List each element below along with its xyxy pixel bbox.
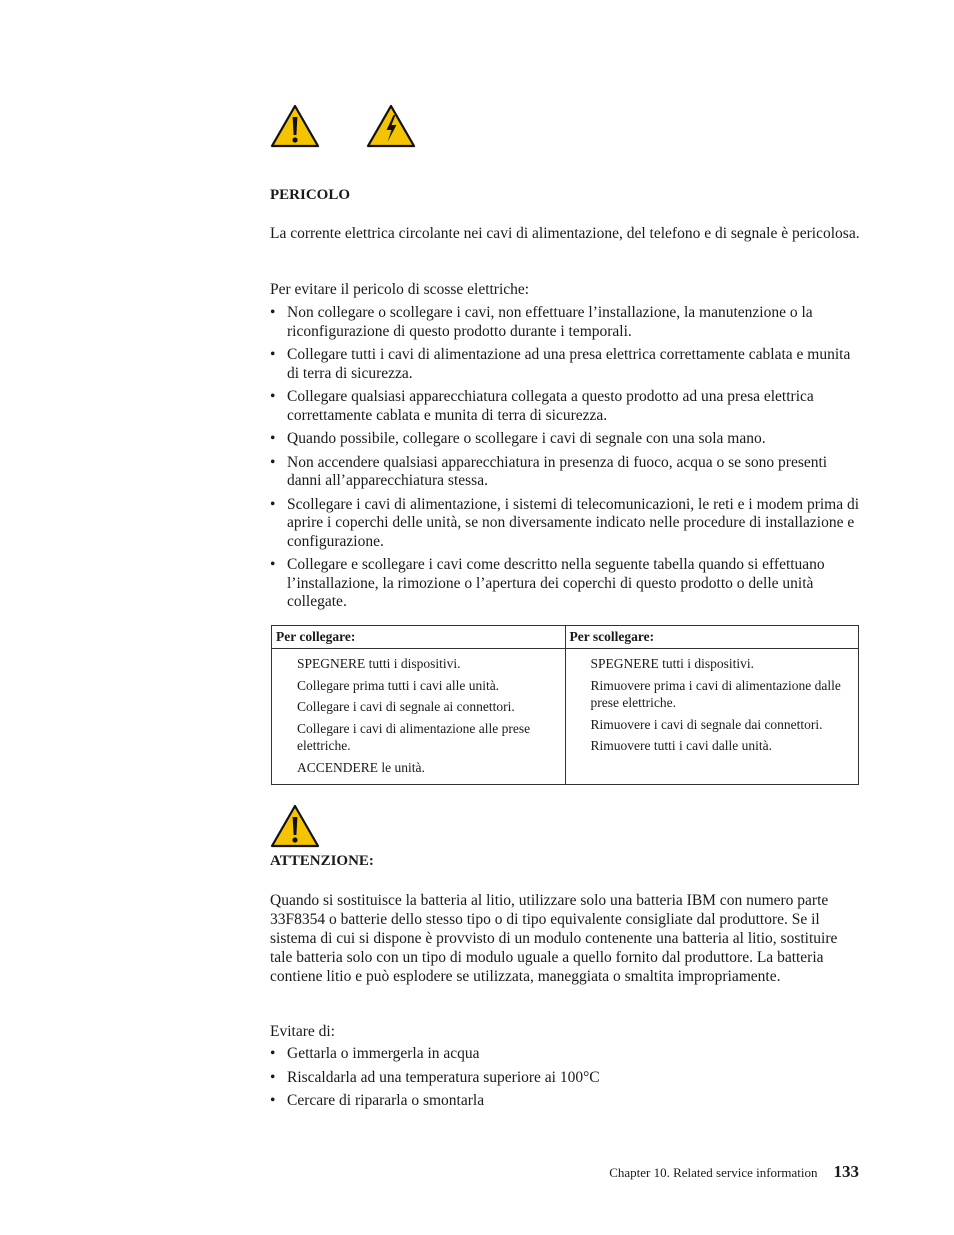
list-item: • Collegare tutti i cavi di alimentazione ad una presa elettrica correttamente cablata e munita di terra di sicurezza. [270, 346, 862, 383]
caution-list [270, 1045, 862, 1116]
table-step: Collegare i cavi di alimentazione alle prese elettriche. [297, 720, 531, 753]
list-item: • Cercare di ripararla o smontarla [270, 1092, 862, 1111]
danger-heading: PERICOLO [270, 187, 351, 203]
connect-column-header: Per collegare: [272, 626, 566, 649]
connect-steps-cell [272, 649, 566, 785]
page-footer [609, 1162, 859, 1182]
list-item: • Quando possibile, collegare o scollegare i cavi di segnale con una sola mano. [270, 430, 862, 449]
table-step: Rimuovere i cavi di segnale dai connettori. [590, 716, 823, 732]
table-step: Rimuovere prima i cavi di alimentazione dalle prese elettriche. [590, 677, 841, 710]
caution-heading: ATTENZIONE: [270, 853, 374, 869]
list-item: • Collegare e scollegare i cavi come descritto nella seguente tabella quando si effettuano l’installazione, la rimozione o l’apertura dei coperchi di questo prodotto o delle unità collegate. [270, 556, 862, 612]
disconnect-column-header: Per scollegare: [565, 626, 859, 649]
caution-lead: Evitare di: [270, 1023, 335, 1040]
table-step: SPEGNERE tutti i dispositivi. [297, 656, 461, 671]
cable-procedure-table [271, 625, 859, 785]
disconnect-steps-cell [565, 649, 859, 785]
list-item: • Scollegare i cavi di alimentazione, i sistemi di telecomunicazioni, le reti e i modem prima di aprire i coperchi delle unità, se non diversamente indicato nelle procedure di installazione e configurazione. [270, 496, 862, 552]
warning-icon [270, 804, 320, 848]
list-item: • Gettarla o immergerla in acqua [270, 1045, 862, 1064]
footer-chapter: Chapter 10. Related service information [609, 1165, 818, 1180]
danger-list [270, 304, 862, 617]
table-step: ACCENDERE le unità. [297, 759, 425, 775]
table-step: Rimuovere tutti i cavi dalle unità. [590, 738, 772, 753]
danger-lead: Per evitare il pericolo di scosse elettriche: [270, 281, 530, 298]
table-step: Collegare i cavi di segnale ai connettori. [297, 699, 515, 714]
danger-intro: La corrente elettrica circolante nei cavi di alimentazione, del telefono e di segnale è pericolosa. [270, 225, 860, 242]
warning-icon [270, 104, 320, 148]
page-number: 133 [833, 1162, 859, 1181]
list-item: • Non collegare o scollegare i cavi, non effettuare l’installazione, la manutenzione o la riconfigurazione di questo prodotto durante i temporali. [270, 304, 862, 341]
list-item: • Riscaldarla ad una temperatura superiore ai 100°C [270, 1069, 862, 1088]
table-step: SPEGNERE tutti i dispositivi. [590, 656, 755, 671]
electrical-hazard-icon [366, 104, 416, 148]
list-item: • Collegare qualsiasi apparecchiatura collegata a questo prodotto ad una presa elettrica correttamente cablata e munita di terra di sicurezza. [270, 388, 862, 425]
caution-body: Quando si sostituisce la batteria al litio, utilizzare solo una batteria IBM con numero parte 33F8354 o batterie dello stesso tipo o di tipo equivalente consigliate dal produttore. Se il sistema di cui si dispone è provvisto di un modulo contenente una batteria al litio, sostituire tale batteria solo con un tipo di modulo uguale a quello fornito dal produttore. La batteria contiene litio e può esplodere se utilizzata, maneggiata o smaltita impropriamente. [270, 892, 838, 985]
list-item: • Non accendere qualsiasi apparecchiatura in presenza di fuoco, acqua o se sono presenti danni all’apparecchiatura stessa. [270, 454, 862, 491]
table-step: Collegare prima tutti i cavi alle unità. [297, 677, 500, 693]
